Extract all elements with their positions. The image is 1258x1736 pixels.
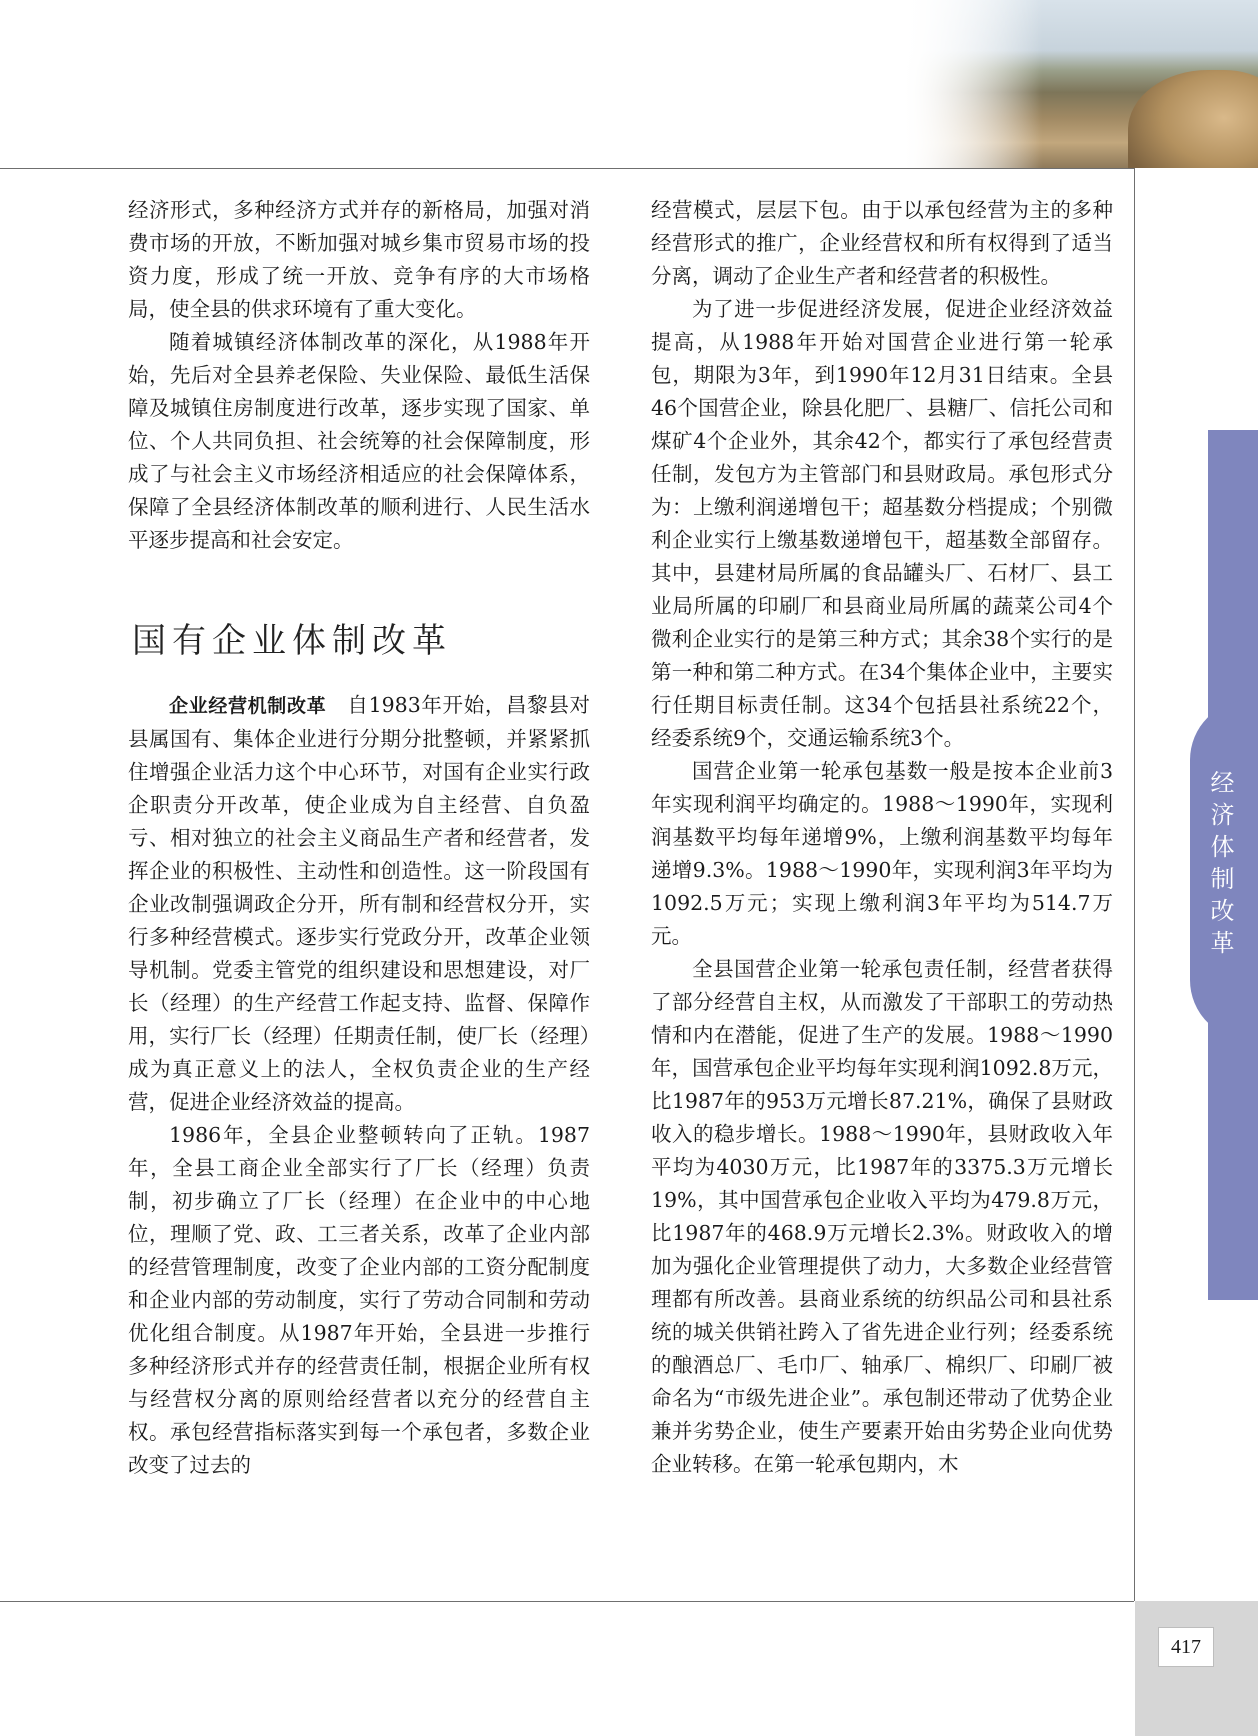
page-corner-panel (1135, 1601, 1258, 1736)
right-column (651, 194, 1113, 1481)
left-paragraph-2: 随着城镇经济体制改革的深化，从1988年开始，先后对全县养老保险、失业保险、最低生活保障及城镇住房制度进行改革，逐步实现了国家、单位、个人共同负担、社会统筹的社会保障制度，形成了与社会主义市场经济相适应的社会保障体系，保障了全县经济体制改革的顺利进行、人民生活水平逐步提高和社会安定。 (128, 330, 590, 552)
right-paragraph-4: 全县国营企业第一轮承包责任制，经营者获得了部分经营自主权，从而激发了干部职工的劳动热情和内在潜能，促进了生产的发展。1988～1990年，国营承包企业平均每年实现利润1092.8万元，比1987年的953万元增长87.21%，确保了县财政收入的稳步增长。1988～1990年，县财政收入年平均为4030万元，比1987年的3375.3万元增长19%，其中国营承包企业收入平均为479.8万元，比1987年的468.9万元增长2.3%。财政收入的增加为强化企业管理提供了动力，大多数企业经营管理都有所改善。县商业系统的纺织品公司和县社系统的城关供销社跨入了省先进企业行列；经委系统的酿酒总厂、毛巾厂、轴承厂、棉织厂、印刷厂被命名为“市级先进企业”。承包制还带动了优势企业兼并劣势企业，使生产要素开始由劣势企业向优势企业转移。在第一轮承包期内，木 (651, 957, 1113, 1476)
photo-rock (1128, 70, 1258, 168)
right-paragraph-2: 为了进一步促进经济发展，促进企业经济效益提高，从1988年开始对国营企业进行第一轮承包，期限为3年，到1990年12月31日结束。全县46个国营企业，除县化肥厂、县糖厂、信托公司和煤矿4个企业外，其余42个，都实行了承包经营责任制，发包方为主管部门和县财政局。承包形式分为：上缴利润递增包干；超基数分档提成；个别微利企业实行上缴基数递增包干，超基数全部留存。其中，县建材局所属的食品罐头厂、石材厂、县工业局所属的印刷厂和县商业局所属的蔬菜公司4个微利企业实行的是第三种方式；其余38个实行的是第一种和第二种方式。在34个集体企业中，主要实行任期目标责任制。这34个包括县社系统22个，经委系统9个，交通运输系统3个。 (651, 297, 1113, 750)
right-paragraph-1: 经营模式，层层下包。由于以承包经营为主的多种经营形式的推广，企业经营权和所有权得到了适当分离，调动了企业生产者和经营者的积极性。 (651, 198, 1113, 288)
left-paragraph-4: 1986年，全县企业整顿转向了正轨。1987年，全县工商企业全部实行了厂长（经理）负责制，初步确立了厂长（经理）在企业中的中心地位，理顺了党、政、工三者关系，改革了企业内部的经营管理制度，改变了企业内部的工资分配制度和企业内部的劳动制度，实行了劳动合同制和劳动优化组合制度。从1987年开始，全县进一步推行多种经济形式并存的经营责任制，根据企业所有权与经营权分离的原则给经营者以充分的经营自主权。承包经营指标落实到每一个承包者，多数企业改变了过去的 (128, 1123, 590, 1477)
photo-fade (900, 0, 1040, 168)
right-paragraph-3: 国营企业第一轮承包基数一般是按本企业前3年实现利润平均确定的。1988～1990年，实现利润基数平均每年递增9%，上缴利润基数平均每年递增9.3%。1988～1990年，实现利润3年平均为1092.5万元；实现上缴利润3年平均为514.7万元。 (651, 759, 1113, 948)
top-rule (0, 168, 1134, 169)
page-number: 417 (1158, 1627, 1214, 1667)
left-paragraph-3-body: 自1983年开始，昌黎县对县属国有、集体企业进行分期分批整顿，并紧紧抓住增强企业活力这个中心环节，对国有企业实行政企职责分开改革，使企业成为自主经营、自负盈亏、相对独立的社会主义商品生产者和经营者，发挥企业的积极性、主动性和创造性。这一阶段国有企业改制强调政企分开，所有制和经营权分开，实行多种经营模式。逐步实行党政分开，改革企业领导机制。党委主管党的组织建设和思想建设，对厂长（经理）的生产经营工作起支持、监督、保障作用，实行厂长（经理）任期责任制，使厂长（经理）成为真正意义上的法人，全权负责企业的生产经营，促进企业经济效益的提高。 (128, 693, 590, 1114)
left-column (128, 194, 590, 1482)
section-title: 国有企业体制改革 (132, 621, 452, 661)
chapter-tab-label: 经济体制改革 (1206, 770, 1234, 962)
header-landscape-photo (900, 0, 1258, 168)
bottom-rule (0, 1601, 1134, 1602)
left-paragraph-3 (128, 689, 590, 1119)
run-in-heading: 企业经营机制改革 (169, 695, 327, 717)
left-paragraph-1: 经济形式，多种经济方式并存的新格局，加强对消费市场的开放，不断加强对城乡集市贸易市场的投资力度，形成了统一开放、竞争有序的大市场格局，使全县的供求环境有了重大变化。 (128, 198, 590, 321)
